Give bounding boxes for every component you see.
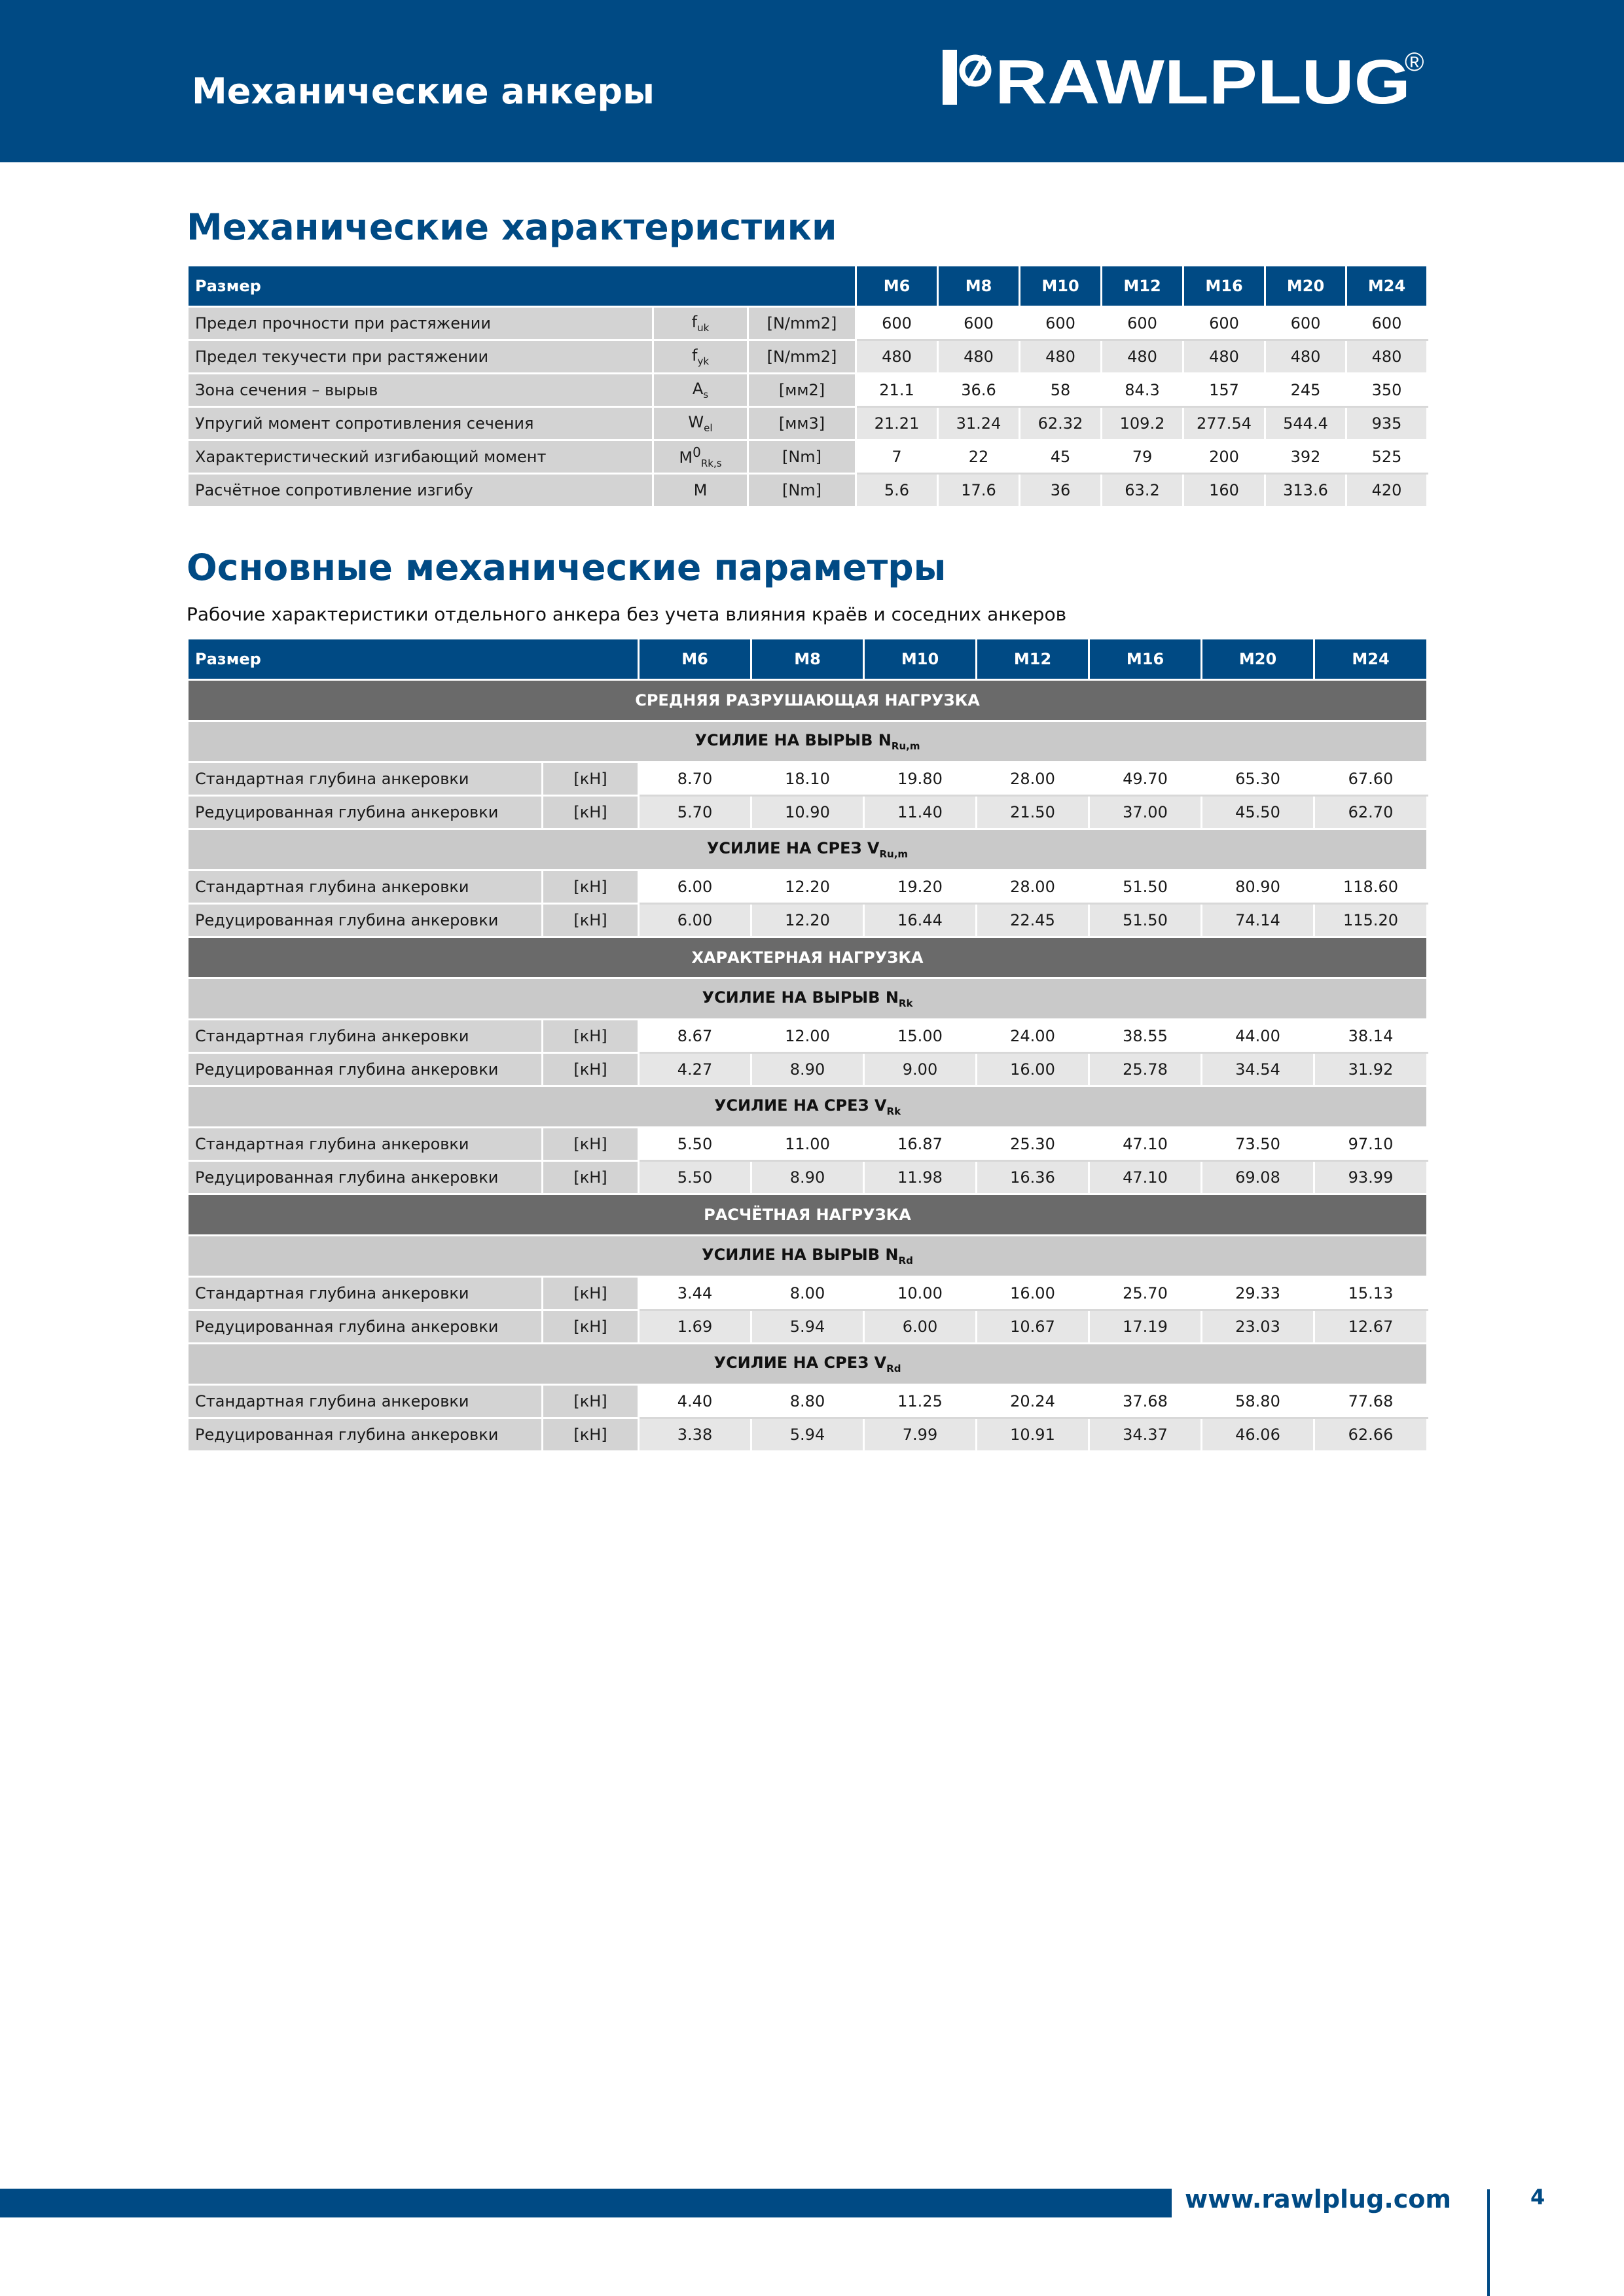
symbol-subscript: yk xyxy=(697,355,710,367)
table-cell: 157 xyxy=(1183,374,1265,407)
table-row xyxy=(188,374,1428,407)
table-cell: 8.00 xyxy=(751,1277,864,1310)
size-col: M16 xyxy=(1183,266,1265,307)
table-cell: 58 xyxy=(1020,374,1102,407)
table-cell: 5.6 xyxy=(856,474,938,507)
table-cell: 600 xyxy=(1020,307,1102,340)
table-row xyxy=(188,1310,1428,1344)
row-unit: [мм3] xyxy=(748,407,856,440)
table-cell: 24.00 xyxy=(977,1020,1089,1053)
table-cell: 277.54 xyxy=(1183,407,1265,440)
website-link[interactable]: www.rawlplug.com xyxy=(1185,2185,1451,2214)
block-title xyxy=(188,978,1428,1020)
size-col: M24 xyxy=(1314,639,1428,680)
table-cell: 935 xyxy=(1346,407,1428,440)
block-title xyxy=(188,1344,1428,1385)
table-cell: 16.44 xyxy=(864,904,977,937)
table-cell: 3.38 xyxy=(639,1418,751,1452)
table-cell: 77.68 xyxy=(1314,1385,1428,1418)
table-cell: 58.80 xyxy=(1202,1385,1314,1418)
table-cell: 480 xyxy=(1265,340,1346,374)
table-row xyxy=(188,440,1428,474)
table-cell: 79 xyxy=(1102,440,1183,474)
row-unit: [мм2] xyxy=(748,374,856,407)
row-unit: [кН] xyxy=(543,762,639,796)
block-title xyxy=(188,721,1428,762)
row-label: Зона сечения – вырыв xyxy=(188,374,653,407)
block-header-row xyxy=(188,1236,1428,1277)
table-cell: 20.24 xyxy=(977,1385,1089,1418)
section-title-basic-parameters: Основные механические параметры xyxy=(187,547,947,588)
logo-text: RAWLPLUG xyxy=(995,47,1411,109)
table-cell: 16.36 xyxy=(977,1161,1089,1194)
table-cell: 93.99 xyxy=(1314,1161,1428,1194)
table-cell: 34.54 xyxy=(1202,1053,1314,1086)
table-row xyxy=(188,474,1428,507)
table-cell: 313.6 xyxy=(1265,474,1346,507)
size-col: M16 xyxy=(1089,639,1202,680)
table-cell: 8.90 xyxy=(751,1161,864,1194)
table-cell: 29.33 xyxy=(1202,1277,1314,1310)
row-unit: [кН] xyxy=(543,1385,639,1418)
table-cell: 480 xyxy=(1020,340,1102,374)
table-cell: 12.67 xyxy=(1314,1310,1428,1344)
table-cell: 17.6 xyxy=(938,474,1020,507)
row-symbol xyxy=(653,340,748,374)
table-cell: 49.70 xyxy=(1089,762,1202,796)
table-cell: 62.66 xyxy=(1314,1418,1428,1452)
table-row xyxy=(188,870,1428,904)
table-cell: 10.00 xyxy=(864,1277,977,1310)
table-cell: 67.60 xyxy=(1314,762,1428,796)
row-unit: [кН] xyxy=(543,904,639,937)
table-row xyxy=(188,904,1428,937)
row-label: Редуцированная глубина анкеровки xyxy=(188,796,543,829)
table-cell: 21.50 xyxy=(977,796,1089,829)
table-cell: 12.00 xyxy=(751,1020,864,1053)
symbol-subscript: Rk,s xyxy=(700,457,722,469)
row-unit: [кН] xyxy=(543,796,639,829)
table-cell: 544.4 xyxy=(1265,407,1346,440)
table-cell: 6.00 xyxy=(639,904,751,937)
size-col: M20 xyxy=(1265,266,1346,307)
table-cell: 115.20 xyxy=(1314,904,1428,937)
table-cell: 18.10 xyxy=(751,762,864,796)
row-label: Редуцированная глубина анкеровки xyxy=(188,1161,543,1194)
row-unit: [N/mm2] xyxy=(748,340,856,374)
table-cell: 44.00 xyxy=(1202,1020,1314,1053)
table-cell: 7 xyxy=(856,440,938,474)
table-cell: 37.00 xyxy=(1089,796,1202,829)
table-cell: 73.50 xyxy=(1202,1128,1314,1161)
size-col: M12 xyxy=(1102,266,1183,307)
table-cell: 84.3 xyxy=(1102,374,1183,407)
block-header-row xyxy=(188,721,1428,762)
table-cell: 600 xyxy=(1265,307,1346,340)
row-label: Стандартная глубина анкеровки xyxy=(188,870,543,904)
table-cell: 600 xyxy=(856,307,938,340)
row-unit: [кН] xyxy=(543,870,639,904)
table-cell: 47.10 xyxy=(1089,1128,1202,1161)
table-cell: 350 xyxy=(1346,374,1428,407)
table-cell: 11.40 xyxy=(864,796,977,829)
size-col: M10 xyxy=(1020,266,1102,307)
row-label: Редуцированная глубина анкеровки xyxy=(188,1418,543,1452)
row-label: Редуцированная глубина анкеровки xyxy=(188,904,543,937)
table-cell: 8.90 xyxy=(751,1053,864,1086)
block-header-row xyxy=(188,829,1428,870)
row-symbol xyxy=(653,307,748,340)
symbol-text: M xyxy=(679,448,693,467)
table-cell: 28.00 xyxy=(977,870,1089,904)
table-cell: 25.30 xyxy=(977,1128,1089,1161)
size-col: M8 xyxy=(938,266,1020,307)
table-cell: 4.40 xyxy=(639,1385,751,1418)
table-cell: 5.50 xyxy=(639,1161,751,1194)
table-cell: 392 xyxy=(1265,440,1346,474)
registered-mark: ® xyxy=(1405,48,1424,77)
table-cell: 15.13 xyxy=(1314,1277,1428,1310)
table-cell: 200 xyxy=(1183,440,1265,474)
table-row xyxy=(188,1418,1428,1452)
row-unit: [кН] xyxy=(543,1053,639,1086)
row-label: Упругий момент сопротивления сечения xyxy=(188,407,653,440)
symbol-subscript: uk xyxy=(697,321,710,334)
table-cell: 65.30 xyxy=(1202,762,1314,796)
table-cell: 5.94 xyxy=(751,1310,864,1344)
row-label: Редуцированная глубина анкеровки xyxy=(188,1310,543,1344)
block-title xyxy=(188,1086,1428,1128)
table-cell: 16.00 xyxy=(977,1053,1089,1086)
group-header-row xyxy=(188,680,1428,721)
table-cell: 4.27 xyxy=(639,1053,751,1086)
footer-divider xyxy=(1487,2189,1490,2296)
table-row xyxy=(188,1277,1428,1310)
table-cell: 51.50 xyxy=(1089,870,1202,904)
table-cell: 12.20 xyxy=(751,870,864,904)
block-title-subscript: Ru,m xyxy=(891,740,920,752)
table-cell: 22.45 xyxy=(977,904,1089,937)
table-cell: 6.00 xyxy=(864,1310,977,1344)
table-cell: 480 xyxy=(856,340,938,374)
table-cell: 69.08 xyxy=(1202,1161,1314,1194)
row-symbol xyxy=(653,440,748,474)
table-cell: 8.70 xyxy=(639,762,751,796)
table-row xyxy=(188,1385,1428,1418)
table-cell: 600 xyxy=(1183,307,1265,340)
table-row xyxy=(188,1128,1428,1161)
table-cell: 31.92 xyxy=(1314,1053,1428,1086)
table-cell: 51.50 xyxy=(1089,904,1202,937)
row-symbol xyxy=(653,374,748,407)
row-unit: [Nm] xyxy=(748,474,856,507)
table-cell: 74.14 xyxy=(1202,904,1314,937)
footer-bar xyxy=(0,2189,1172,2217)
size-col: M6 xyxy=(639,639,751,680)
table-row xyxy=(188,407,1428,440)
size-col: M24 xyxy=(1346,266,1428,307)
table-cell: 19.20 xyxy=(864,870,977,904)
symbol-subscript: s xyxy=(703,388,709,401)
table-row xyxy=(188,762,1428,796)
table-cell: 420 xyxy=(1346,474,1428,507)
table-cell: 109.2 xyxy=(1102,407,1183,440)
block-title-text: УСИЛИЕ НА СРЕЗ V xyxy=(713,1096,887,1115)
block-header-row xyxy=(188,978,1428,1020)
block-title-subscript: Rk xyxy=(886,1105,901,1117)
table-cell: 34.37 xyxy=(1089,1418,1202,1452)
row-unit: [кН] xyxy=(543,1020,639,1053)
row-unit: [кН] xyxy=(543,1418,639,1452)
row-label: Расчётное сопротивление изгибу xyxy=(188,474,653,507)
block-title-text: УСИЛИЕ НА СРЕЗ V xyxy=(713,1354,887,1372)
block-title-subscript: Ru,m xyxy=(879,848,909,860)
table-cell: 23.03 xyxy=(1202,1310,1314,1344)
size-col: M12 xyxy=(977,639,1089,680)
table-cell: 16.00 xyxy=(977,1277,1089,1310)
table-cell: 17.19 xyxy=(1089,1310,1202,1344)
table-cell: 80.90 xyxy=(1202,870,1314,904)
table-cell: 28.00 xyxy=(977,762,1089,796)
table-cell: 37.68 xyxy=(1089,1385,1202,1418)
symbol-text: M xyxy=(693,481,708,499)
table-row xyxy=(188,1053,1428,1086)
block-title-text: УСИЛИЕ НА ВЫРЫВ N xyxy=(702,1246,899,1265)
page-number: 4 xyxy=(1530,2185,1545,2210)
table-cell: 9.00 xyxy=(864,1053,977,1086)
table-cell: 63.2 xyxy=(1102,474,1183,507)
size-header: Размер xyxy=(188,266,856,307)
table-cell: 160 xyxy=(1183,474,1265,507)
group-title: РАСЧЁТНАЯ НАГРУЗКА xyxy=(188,1194,1428,1236)
table-cell: 8.67 xyxy=(639,1020,751,1053)
table-cell: 36.6 xyxy=(938,374,1020,407)
table-row xyxy=(188,340,1428,374)
table-cell: 525 xyxy=(1346,440,1428,474)
table-cell: 5.70 xyxy=(639,796,751,829)
group-header-row xyxy=(188,1194,1428,1236)
group-title: ХАРАКТЕРНАЯ НАГРУЗКА xyxy=(188,937,1428,978)
table-header-row xyxy=(188,266,1428,307)
table-cell: 31.24 xyxy=(938,407,1020,440)
table-cell: 45.50 xyxy=(1202,796,1314,829)
row-symbol xyxy=(653,407,748,440)
symbol-subscript: el xyxy=(704,422,713,434)
size-col: M6 xyxy=(856,266,938,307)
table-cell: 11.25 xyxy=(864,1385,977,1418)
row-label: Стандартная глубина анкеровки xyxy=(188,1020,543,1053)
table-cell: 38.14 xyxy=(1314,1020,1428,1053)
table-cell: 8.80 xyxy=(751,1385,864,1418)
row-unit: [Nm] xyxy=(748,440,856,474)
mechanical-characteristics-table xyxy=(187,264,1428,508)
table-cell: 10.91 xyxy=(977,1418,1089,1452)
table-cell: 19.80 xyxy=(864,762,977,796)
block-title-text: УСИЛИЕ НА ВЫРЫВ N xyxy=(702,988,899,1007)
table-cell: 11.00 xyxy=(751,1128,864,1161)
row-label: Редуцированная глубина анкеровки xyxy=(188,1053,543,1086)
table-cell: 46.06 xyxy=(1202,1418,1314,1452)
block-title-subscript: Rd xyxy=(886,1362,901,1374)
block-title xyxy=(188,829,1428,870)
size-col: M8 xyxy=(751,639,864,680)
table-cell: 480 xyxy=(1346,340,1428,374)
table-cell: 12.20 xyxy=(751,904,864,937)
table-cell: 38.55 xyxy=(1089,1020,1202,1053)
table-row xyxy=(188,796,1428,829)
table-cell: 25.70 xyxy=(1089,1277,1202,1310)
table-cell: 480 xyxy=(1102,340,1183,374)
table-cell: 1.69 xyxy=(639,1310,751,1344)
symbol-text: W xyxy=(688,413,704,432)
size-col: M20 xyxy=(1202,639,1314,680)
table-cell: 22 xyxy=(938,440,1020,474)
row-label: Стандартная глубина анкеровки xyxy=(188,1385,543,1418)
table-cell: 10.90 xyxy=(751,796,864,829)
size-header: Размер xyxy=(188,639,639,680)
row-unit: [кН] xyxy=(543,1310,639,1344)
table-cell: 62.32 xyxy=(1020,407,1102,440)
table-cell: 36 xyxy=(1020,474,1102,507)
row-unit: [кН] xyxy=(543,1277,639,1310)
table-cell: 15.00 xyxy=(864,1020,977,1053)
table-row xyxy=(188,307,1428,340)
table-cell: 480 xyxy=(938,340,1020,374)
block-title-text: УСИЛИЕ НА ВЫРЫВ N xyxy=(695,731,892,750)
table-cell: 25.78 xyxy=(1089,1053,1202,1086)
block-title xyxy=(188,1236,1428,1277)
section-title-mechanical-characteristics: Механические характеристики xyxy=(187,206,837,248)
basic-parameters-table xyxy=(187,637,1428,1452)
section-subtitle: Рабочие характеристики отдельного анкера без учета влияния краёв и соседних анкеров xyxy=(187,603,1067,625)
table-cell: 47.10 xyxy=(1089,1161,1202,1194)
row-label: Стандартная глубина анкеровки xyxy=(188,1128,543,1161)
group-title: СРЕДНЯЯ РАЗРУШАЮЩАЯ НАГРУЗКА xyxy=(188,680,1428,721)
group-header-row xyxy=(188,937,1428,978)
size-col: M10 xyxy=(864,639,977,680)
table-row xyxy=(188,1161,1428,1194)
table-cell: 5.50 xyxy=(639,1128,751,1161)
rawlplug-logo xyxy=(943,47,1430,109)
table-cell: 11.98 xyxy=(864,1161,977,1194)
block-title-subscript: Rd xyxy=(898,1254,913,1266)
symbol-superscript: 0 xyxy=(693,444,701,461)
table-cell: 62.70 xyxy=(1314,796,1428,829)
block-header-row xyxy=(188,1086,1428,1128)
row-label: Предел текучести при растяжении xyxy=(188,340,653,374)
table-cell: 45 xyxy=(1020,440,1102,474)
page-header xyxy=(0,0,1624,162)
table-cell: 600 xyxy=(938,307,1020,340)
table-cell: 118.60 xyxy=(1314,870,1428,904)
table-header-row xyxy=(188,639,1428,680)
symbol-text: A xyxy=(692,380,704,399)
row-unit: [N/mm2] xyxy=(748,307,856,340)
row-unit: [кН] xyxy=(543,1128,639,1161)
table-cell: 3.44 xyxy=(639,1277,751,1310)
block-header-row xyxy=(188,1344,1428,1385)
row-label: Стандартная глубина анкеровки xyxy=(188,762,543,796)
table-cell: 21.21 xyxy=(856,407,938,440)
table-cell: 480 xyxy=(1183,340,1265,374)
table-cell: 5.94 xyxy=(751,1418,864,1452)
table-cell: 600 xyxy=(1102,307,1183,340)
symbol-text: f xyxy=(691,313,698,332)
table-cell: 16.87 xyxy=(864,1128,977,1161)
row-unit: [кН] xyxy=(543,1161,639,1194)
block-title-text: УСИЛИЕ НА СРЕЗ V xyxy=(706,839,880,858)
row-label: Предел прочности при растяжении xyxy=(188,307,653,340)
table-cell: 245 xyxy=(1265,374,1346,407)
table-cell: 10.67 xyxy=(977,1310,1089,1344)
row-label: Стандартная глубина анкеровки xyxy=(188,1277,543,1310)
table-cell: 600 xyxy=(1346,307,1428,340)
header-title: Механические анкеры xyxy=(192,71,655,112)
row-symbol xyxy=(653,474,748,507)
table-cell: 6.00 xyxy=(639,870,751,904)
table-cell: 21.1 xyxy=(856,374,938,407)
table-row xyxy=(188,1020,1428,1053)
block-title-subscript: Rk xyxy=(898,997,913,1009)
row-label: Характеристический изгибающий момент xyxy=(188,440,653,474)
table-cell: 97.10 xyxy=(1314,1128,1428,1161)
symbol-text: f xyxy=(691,346,698,365)
table-cell: 7.99 xyxy=(864,1418,977,1452)
